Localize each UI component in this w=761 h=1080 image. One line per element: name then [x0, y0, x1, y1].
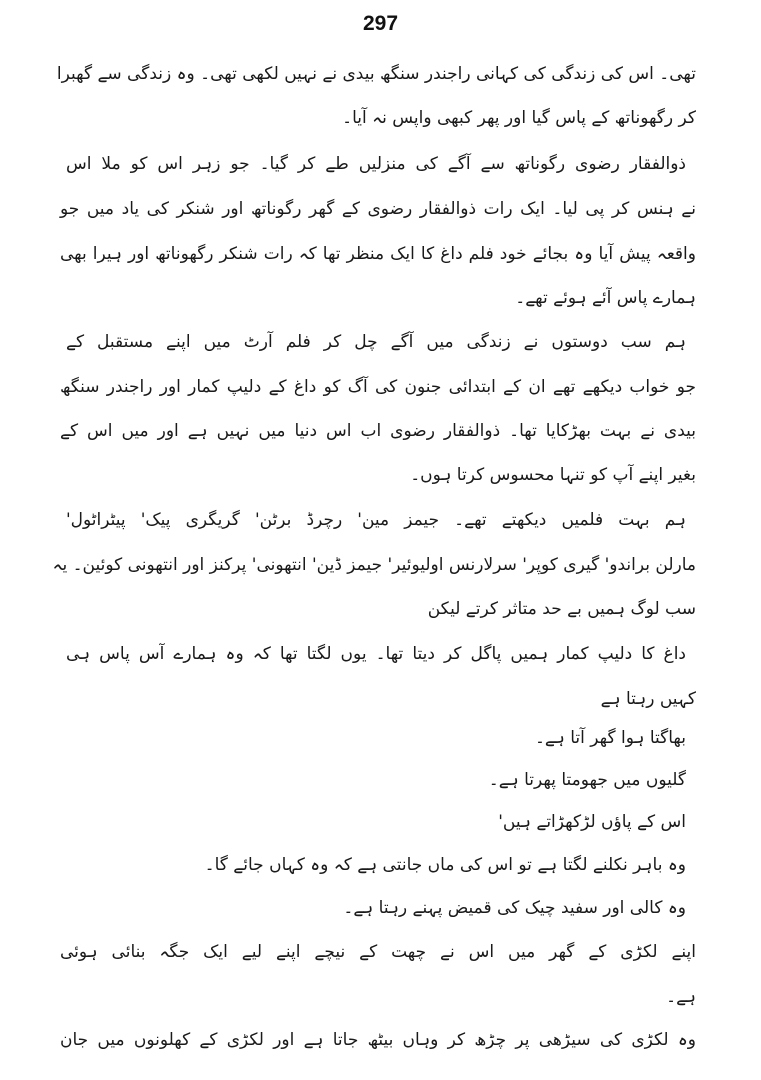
text-line: مارلن براندو' گیری کوپر' سرلارنس اولیوئیر' جیمز ڈین' انتھونی' پرکنز اور انتھونی کوئین۔ یہ: [52, 555, 696, 575]
text-line: ہم سب دوستوں نے زندگی میں آگے چل کر فلم آرٹ میں اپنے مستقبل کے: [66, 332, 686, 352]
text-line: وہ کالی اور سفید چیک کی قمیض پہنے رہتا ہے۔: [343, 898, 686, 918]
text-line: ہمارے پاس آئے ہوئے تھے۔: [515, 288, 696, 308]
text-line: کہیں رہتا ہے: [600, 689, 696, 709]
text-line: واقعہ پیش آیا وہ بجائے خود فلم داغ کا ایک منظر تھا کہ رات شنکر رگھوناتھ اور ہیرا بھی: [60, 244, 696, 264]
text-line: ذوالفقار رضوی رگوناتھ سے آگے کی منزلیں طے کر گیا۔ جو زہر اس کو ملا اس: [66, 154, 686, 174]
text-line: ہے۔: [666, 987, 696, 1007]
text-line: کر رگھوناتھ کے پاس گیا اور پھر کبھی واپس نہ آیا۔: [342, 108, 696, 128]
text-line: بھاگتا ہوا گھر آتا ہے۔: [534, 728, 686, 748]
text-line: اپنے لکڑی کے گھر میں اس نے چھت کے نیچے اپنے لیے ایک جگہ بنائی ہوئی: [60, 942, 696, 962]
text-line: گلیوں میں جھومتا پھرتا ہے۔: [488, 770, 686, 790]
text-line: وہ لکڑی کی سیڑھی پر چڑھ کر وہاں بیٹھ جاتا ہے اور لکڑی کے کھلونوں میں جان: [60, 1030, 696, 1050]
text-line: بغیر اپنے آپ کو تنہا محسوس کرتا ہوں۔: [410, 465, 696, 485]
text-line: وہ باہر نکلنے لگتا ہے تو اس کی ماں جانتی ہے کہ وہ کہاں جائے گا۔: [204, 855, 686, 875]
text-line: بیدی نے بہت بھڑکایا تھا۔ ذوالفقار رضوی اب اس دنیا میں نہیں ہے اور میں اس کے: [60, 421, 696, 441]
text-line: ہم بہت فلمیں دیکھتے تھے۔ جیمز مین' رچرڈ برٹن' گریگری پیک' پیٹراٹول': [66, 510, 686, 530]
text-line: جو خواب دیکھے تھے ان کے ابتدائی جنون کی آگ کو داغ کے دلیپ کمار اور راجندر سنگھ: [60, 377, 696, 397]
text-line: داغ کا دلیپ کمار ہمیں پاگل کر دیتا تھا۔ یوں لگتا تھا کہ وہ ہمارے آس پاس ہی: [66, 644, 686, 664]
text-line: اس کے پاؤں لڑکھڑاتے ہیں': [498, 812, 686, 832]
text-line: تھی۔ اس کی زندگی کی کہانی راجندر سنگھ بیدی نے نہیں لکھی تھی۔ وہ زندگی سے گھبرا: [56, 64, 696, 84]
page-number: 297: [362, 12, 399, 35]
text-line: سب لوگ ہمیں بے حد متاثر کرتے لیکن: [427, 599, 696, 619]
text-line: نے ہنس کر پی لیا۔ ایک رات ذوالفقار رضوی کے گھر رگوناتھ اور شنکر کی یاد میں جو: [60, 199, 696, 219]
